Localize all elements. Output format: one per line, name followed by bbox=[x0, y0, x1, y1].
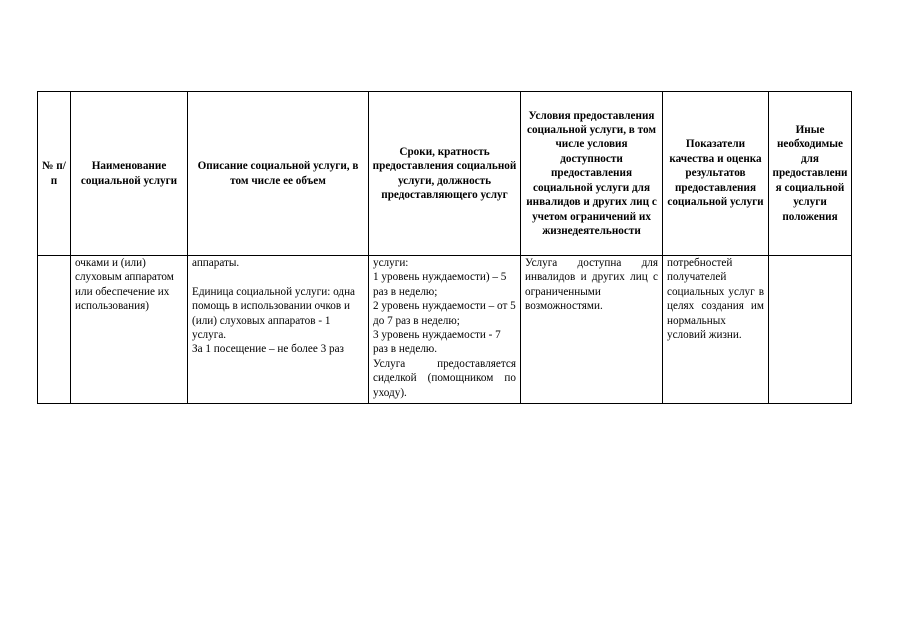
header-description: Описание социальной услуги, в том числе ее объем bbox=[188, 92, 369, 256]
table-row bbox=[38, 256, 852, 404]
header-conditions: Условия предоставления социальной услуги, в том числе условия доступности предоставления социальной услуги для инвалидов и других лиц с учетом ограничений их жизнедеятельности bbox=[521, 92, 663, 256]
services-table bbox=[37, 91, 852, 404]
terms-line-4: 3 уровень нуждаемости - 7 раз в неделю. bbox=[373, 329, 501, 356]
header-name: Наименование социальной услуги bbox=[71, 92, 188, 256]
table-header-row bbox=[38, 92, 852, 256]
cell-conditions: Услуга доступна для инвалидов и других лиц с ограниченными возможностями. bbox=[521, 256, 663, 404]
terms-line-2: 1 уровень нуждаемости) – 5 раз в неделю; bbox=[373, 271, 507, 298]
cell-num bbox=[38, 256, 71, 404]
header-other: Иные необходимые для предоставления социальной услуги положения bbox=[769, 92, 852, 256]
terms-line-1: услуги: bbox=[373, 257, 409, 269]
header-num: № п/п bbox=[38, 92, 71, 256]
terms-line-5: Услуга предоставляется сиделкой (помощником по уходу). bbox=[373, 357, 516, 399]
header-quality: Показатели качества и оценка результатов предоставления социальной услуги bbox=[663, 92, 769, 256]
cell-other bbox=[769, 256, 852, 404]
description-paragraph-2: Единица социальной услуги: одна помощь в использовании очков и (или) слуховых аппаратов - 1 услуга. bbox=[192, 285, 356, 342]
cell-quality: потребностей получателей социальных услуг в целях создания им нормальных условий жизни. bbox=[663, 256, 769, 404]
terms-line-3: 2 уровень нуждаемости – от 5 до 7 раз в неделю; bbox=[373, 300, 516, 327]
description-paragraph-1: аппараты. bbox=[192, 257, 240, 269]
cell-name: очками и (или) слуховым аппаратом или обеспечение их использования) bbox=[71, 256, 188, 404]
cell-description bbox=[188, 256, 369, 404]
cell-terms bbox=[369, 256, 521, 404]
paragraph-spacer bbox=[192, 270, 364, 284]
description-paragraph-3: За 1 посещение – не более 3 раз bbox=[192, 343, 344, 356]
header-terms: Сроки, кратность предоставления социальной услуги, должность предоставляющего услуг bbox=[369, 92, 521, 256]
